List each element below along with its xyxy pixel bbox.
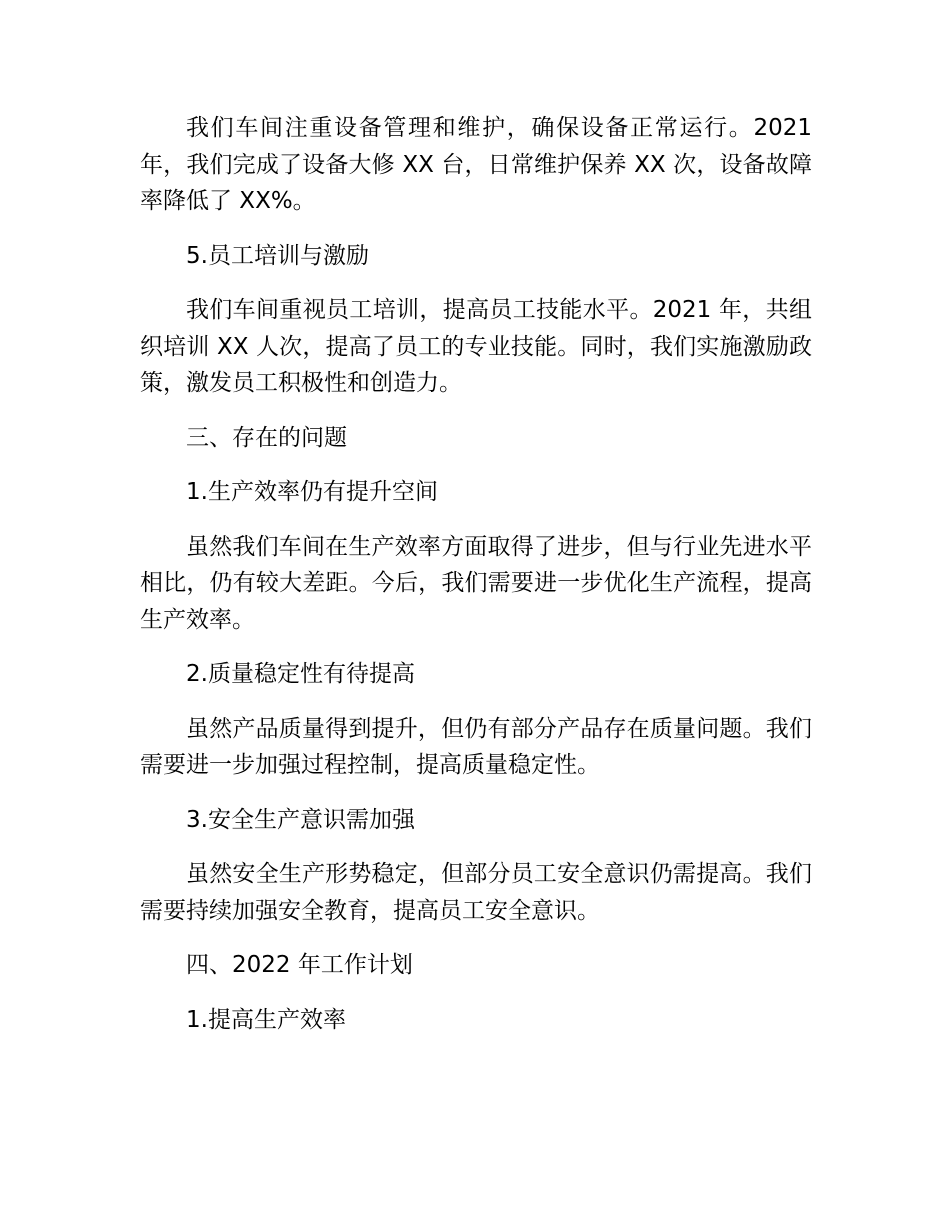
heading-safety-awareness: 3.安全生产意识需加强 <box>186 806 415 833</box>
heading-staff-training: 5.员工培训与激励 <box>186 242 369 269</box>
paragraph-safety-awareness: 虽然安全生产形势稳定，但部分员工安全意识仍需提高。我们需要持续加强安全教育，提高员工安全意识。 <box>140 861 812 924</box>
heading-quality-stability: 2.质量稳定性有待提高 <box>186 661 415 687</box>
section-heading-2022-plan: 四、2022 年工作计划 <box>186 952 413 978</box>
heading-improve-efficiency: 1.提高生产效率 <box>186 1006 346 1033</box>
paragraph-quality-stability: 虽然产品质量得到提升，但仍有部分产品存在质量问题。我们需要进一步加强过程控制，提高质量稳定性。 <box>140 715 812 778</box>
heading-production-efficiency: 1.生产效率仍有提升空间 <box>186 479 438 505</box>
paragraph-equipment-maintenance: 我们车间注重设备管理和维护，确保设备正常运行。2021 年，我们完成了设备大修 XX 台，日常维护保养 XX 次，设备故障率降低了 XX%。 <box>140 115 812 214</box>
document-body <box>140 110 812 1056</box>
section-heading-problems: 三、存在的问题 <box>186 424 347 451</box>
paragraph-production-efficiency: 虽然我们车间在生产效率方面取得了进步，但与行业先进水平相比，仍有较大差距。今后，我们需要进一步优化生产流程，提高生产效率。 <box>140 533 812 633</box>
paragraph-staff-training: 我们车间重视员工培训，提高员工技能水平。2021 年，共组织培训 XX 人次，提高了员工的专业技能。同时，我们实施激励政策，激发员工积极性和创造力。 <box>140 297 812 396</box>
